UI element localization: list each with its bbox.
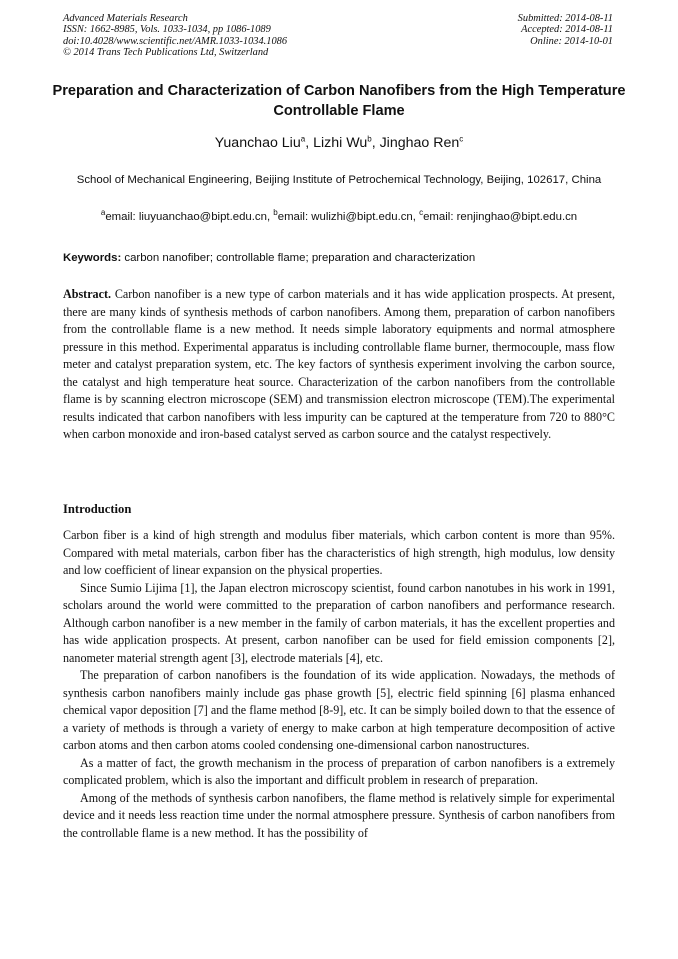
email-entry: email: renjinghao@bipt.edu.cn: [423, 211, 578, 223]
affiliation: School of Mechanical Engineering, Beijing Institute of Petrochemical Technology, Beijing, 102617, China: [76, 174, 602, 186]
paragraph: The preparation of carbon nanofibers is the foundation of its wide application. Nowadays, the methods of synthesis carbon nanofibers mainly include gas phase growth [5], electric field spinning [6] plasma enhanced chemical vapor deposition [7] and the flame method [8-9], etc. It can be simply boiled down to that the essence of a variety of methods is through a variety of energy to make carbon at high temperature decomposition of active carbon atoms and then carbon atoms cooled condensing one-dimensional carbon nanostructures.: [63, 668, 615, 752]
abstract-label: Abstract.: [63, 287, 112, 301]
author-affil-mark: c: [459, 134, 464, 144]
journal-copyright: © 2014 Trans Tech Publications Ltd, Switzerland: [63, 46, 269, 58]
online-date: Online: 2014-10-01: [530, 35, 613, 47]
email-mark: c: [419, 208, 424, 218]
paper-title: Preparation and Characterization of Carbon Nanofibers from the High Temperature Controllable Flame: [52, 83, 626, 119]
keywords: [63, 250, 615, 266]
journal-name: Advanced Materials Research: [63, 13, 188, 24]
author-separator: ,: [371, 135, 380, 151]
author-separator: ,: [305, 135, 314, 151]
section-heading-introduction: Introduction: [63, 502, 132, 516]
author-emails: [40, 209, 638, 225]
journal-issn: ISSN: 1662-8985, Vols. 1033-1034, pp 1086-1089: [63, 24, 271, 36]
author-name: Jinghao Ren: [379, 135, 460, 151]
paragraph: Since Sumio Lijima [1], the Japan electron microscopy scientist, found carbon nanotubes in his work in 1991, scholars around the world were committed to the preparation of carbon nanofibers and performance research. Although carbon nanofiber is a new member in the family of carbon materials, it has the excellent properties and has wide application prospects. At present, carbon nanofiber can be used for field emission components [2], nanometer material strength agent [3], electrode materials [4], etc.: [63, 580, 615, 665]
author-affil-mark: a: [300, 134, 306, 144]
journal-header-left: [63, 13, 287, 58]
paragraph: Carbon fiber is a kind of high strength and modulus fiber materials, which carbon content is more than 95%. Compared with metal materials, carbon fiber has the characteristics of high strength, high modulus, low density and low coefficient of linear expansion on the physical properties.: [63, 528, 615, 577]
author-name: Yuanchao Liu: [214, 135, 301, 151]
keywords-text: carbon nanofiber; controllable flame; preparation and characterization: [121, 252, 476, 264]
abstract: [63, 286, 615, 444]
journal-doi: doi:10.4028/www.scientific.net/AMR.1033-1034.1086: [63, 35, 288, 47]
author-list: [40, 133, 638, 153]
keywords-label: Keywords:: [63, 252, 122, 264]
paragraph: As a matter of fact, the growth mechanism in the process of preparation of carbon nanofibers is a extremely complicated problem, which is also the important and difficult problem in research of preparation.: [63, 755, 615, 787]
accepted-date: Accepted: 2014-08-11: [521, 24, 613, 36]
email-entry: email: wulizhi@bipt.edu.cn,: [277, 211, 420, 223]
author-affil-mark: b: [367, 134, 372, 144]
introduction-body: [63, 527, 615, 842]
submitted-date: Submitted: 2014-08-11: [517, 13, 613, 24]
author-name: Lizhi Wu: [313, 135, 368, 151]
email-mark: a: [100, 208, 106, 218]
journal-header-right: [518, 13, 613, 47]
email-entry: email: liuyuanchao@bipt.edu.cn,: [105, 211, 274, 223]
abstract-text: Carbon nanofiber is a new type of carbon materials and it has wide application prospects. At present, there are many kinds of synthesis methods of carbon nanofibers. Among them, preparation of carbon nanofibers from the controllable flame is a new method. It needs simple laboratory equipments and normal atmosphere pressure in this method. Experimental apparatus is including controllable flame burner, thermocouple, mass flow meter and catalyst preparation system, etc. The key factors of synthesis experiment involving the carbon source, the catalyst and high temperature heat source. Characterization of the carbon nanofibers from the controllable flame is by scanning electron microscope (SEM) and transmission electron microscope (TEM).The experimental results indicated that carbon nanofibers with less impurity can be captured at the temperature from 720 to 880°C when carbon monoxide and iron-based catalyst served as carbon source and the catalyst respectively.: [63, 287, 615, 441]
paragraph: Among of the methods of synthesis carbon nanofibers, the flame method is relatively simple for experimental device and it needs less reaction time under the normal atmosphere pressure. Synthesis of carbon nanofibers from the controllable flame is a new method. It has the possibility of: [63, 790, 615, 840]
email-mark: b: [273, 208, 278, 218]
